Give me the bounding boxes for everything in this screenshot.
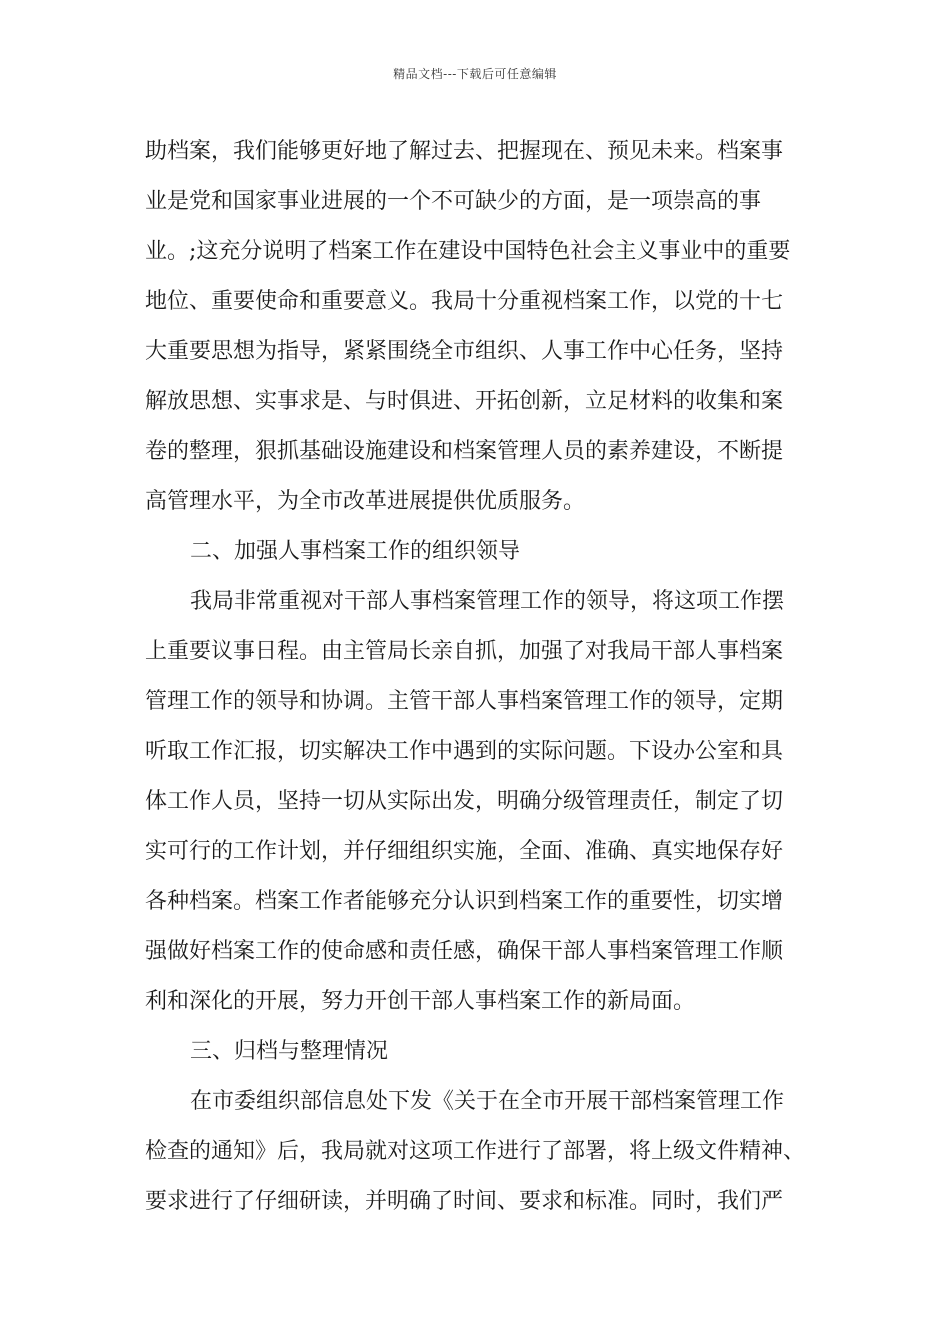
- paragraph-line: 大重要思想为指导，紧紧围绕全市组织、人事工作中心任务，坚持: [145, 339, 784, 364]
- paragraph-line-indented: 我局非常重视对干部人事档案管理工作的领导，将这项工作摆: [190, 589, 785, 614]
- paragraph-line-indented: 在市委组织部信息处下发《关于在全市开展干部档案管理工作: [190, 1089, 785, 1114]
- paragraph-line: 听取工作汇报，切实解决工作中遇到的实际问题。下设办公室和具: [145, 739, 784, 764]
- paragraph-line-indented: 三、归档与整理情况: [190, 1039, 389, 1064]
- paragraph-line: 检查的通知》后，我局就对这项工作进行了部署，将上级文件精神、: [145, 1139, 805, 1164]
- paragraph-line: 地位、重要使命和重要意义。我局十分重视档案工作，以党的十七: [145, 289, 784, 314]
- paragraph-line: 卷的整理，狠抓基础设施建设和档案管理人员的素养建设，不断提: [145, 439, 784, 464]
- paragraph-line: 体工作人员，坚持一切从实际出发，明确分级管理责任，制定了切: [145, 789, 784, 814]
- page-header: 精品文档---下载后可任意编辑: [393, 67, 557, 81]
- paragraph-line: 实可行的工作计划，并仔细组织实施，全面、准确、真实地保存好: [145, 839, 784, 864]
- paragraph-line: 解放思想、实事求是、与时俱进、开拓创新，立足材料的收集和案: [145, 389, 784, 414]
- document-body: [145, 132, 805, 1232]
- paragraph-line: 助档案，我们能够更好地了解过去、把握现在、预见未来。档案事: [145, 139, 784, 164]
- paragraph-line: 业是党和国家事业进展的一个不可缺少的方面，是一项崇高的事: [145, 189, 762, 214]
- paragraph-line: 要求进行了仔细研读，并明确了时间、要求和标准。同时，我们严: [145, 1189, 784, 1214]
- paragraph-line-indented: 二、加强人事档案工作的组织领导: [190, 539, 521, 564]
- paragraph-line: 上重要议事日程。由主管局长亲自抓，加强了对我局干部人事档案: [145, 639, 784, 664]
- paragraph-line: 各种档案。档案工作者能够充分认识到档案工作的重要性，切实增: [145, 889, 784, 914]
- paragraph-line: 高管理水平，为全市改革进展提供优质服务。: [145, 489, 586, 514]
- paragraph-line: 业。;这充分说明了档案工作在建设中国特色社会主义事业中的重要: [145, 239, 791, 264]
- paragraph-line: 管理工作的领导和协调。主管干部人事档案管理工作的领导，定期: [145, 689, 784, 714]
- paragraph-line: 强做好档案工作的使命感和责任感，确保干部人事档案管理工作顺: [145, 939, 784, 964]
- paragraph-line: 利和深化的开展，努力开创干部人事档案工作的新局面。: [145, 989, 696, 1014]
